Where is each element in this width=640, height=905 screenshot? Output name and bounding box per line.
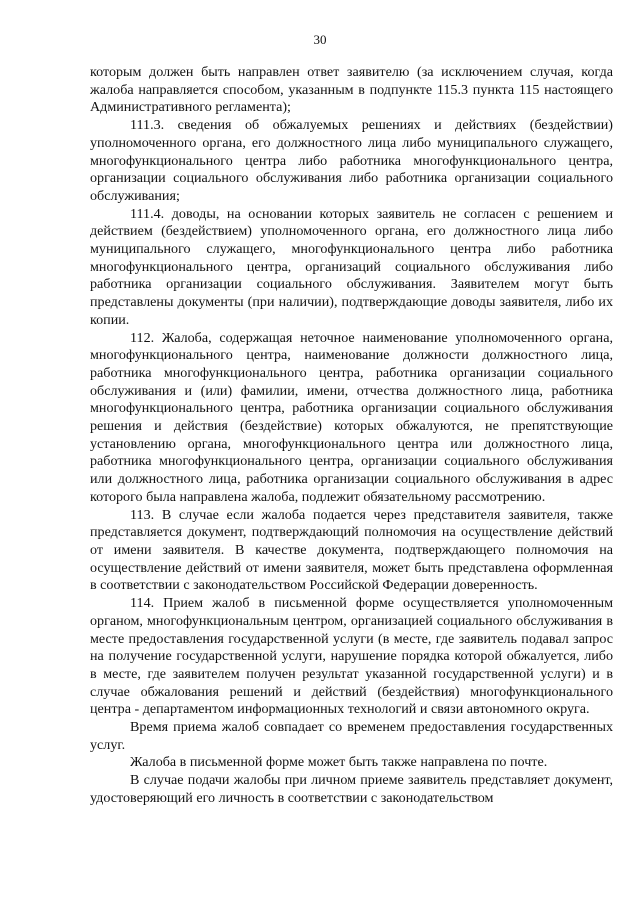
paragraph-reception-time: Время приема жалоб совпадает со временем предоставления государственных услуг. <box>90 719 613 753</box>
paragraph-114: 114. Прием жалоб в письменной форме осуществляется уполномоченным органом, многофункциональным центром, организацией социального обслуживания в месте предоставления государственной услуги (в месте, где заявитель подавал запрос на получение государственной услуги, нарушение порядка которой обжалуется, либо в месте, где заявителем получен результат указанной государственной услуги) и в случае обжалования решений и действий (бездействия) многофункционального центра - департаментом информационных технологий и связи автономного округа. <box>90 595 613 718</box>
paragraph-continuation: которым должен быть направлен ответ заявителю (за исключением случая, когда жалоба направляется способом, указанным в подпункте 115.3 пункта 115 настоящего Административного регламента); <box>90 64 613 116</box>
paragraph-112: 112. Жалоба, содержащая неточное наименование уполномоченного органа, многофункционального центра, наименование должности должностного лица, работника многофункционального центра, работника организации социального обслуживания и (или) фамилии, имени, отчества должностного лица, работника многофункционального центра, работника организации социального обслуживания решения и действия (бездействие) которых обжалуются, не препятствующие установлению органа, многофункционального центра или должностного лица, работника многофункционального центра, организации социального обслуживания или должностного лица, работника организации социального обслуживания в адрес которого была направлена жалоба, подлежит обязательному рассмотрению. <box>90 329 613 505</box>
paragraph-personal-reception: В случае подачи жалобы при личном приеме заявитель представляет документ, удостоверяющий его личность в соответствии с законодательством <box>90 772 613 806</box>
paragraph-111-3: 111.3. сведения об обжалуемых решениях и действиях (бездействии) уполномоченного органа, его должностного лица либо муниципального служащего, многофункционального центра либо работника многофункционального центра, организации социального обслуживания либо работника организации социального обслуживания; <box>90 117 613 204</box>
paragraph-postal: Жалоба в письменной форме может быть также направлена по почте. <box>130 754 548 771</box>
document-body <box>90 64 613 808</box>
paragraph-111-4: 111.4. доводы, на основании которых заявитель не согласен с решением и действием (бездействием) уполномоченного органа, его должностного лица либо муниципального служащего, многофункционального центра либо работника многофункционального центра, организаций социального обслуживания либо работника организации социального обслуживания. Заявителем могут быть представлены документы (при наличии), подтверждающие доводы заявителя, либо их копии. <box>90 205 613 328</box>
page-number: 30 <box>313 32 327 47</box>
paragraph-113: 113. В случае если жалоба подается через представителя заявителя, также представляется документ, подтверждающий полномочия на осуществление действий от имени заявителя. В качестве документа, подтверждающего полномочия на осуществление действий от имени заявителя, может быть представлена оформленная в соответствии с законодательством Российской Федерации доверенность. <box>90 506 613 594</box>
